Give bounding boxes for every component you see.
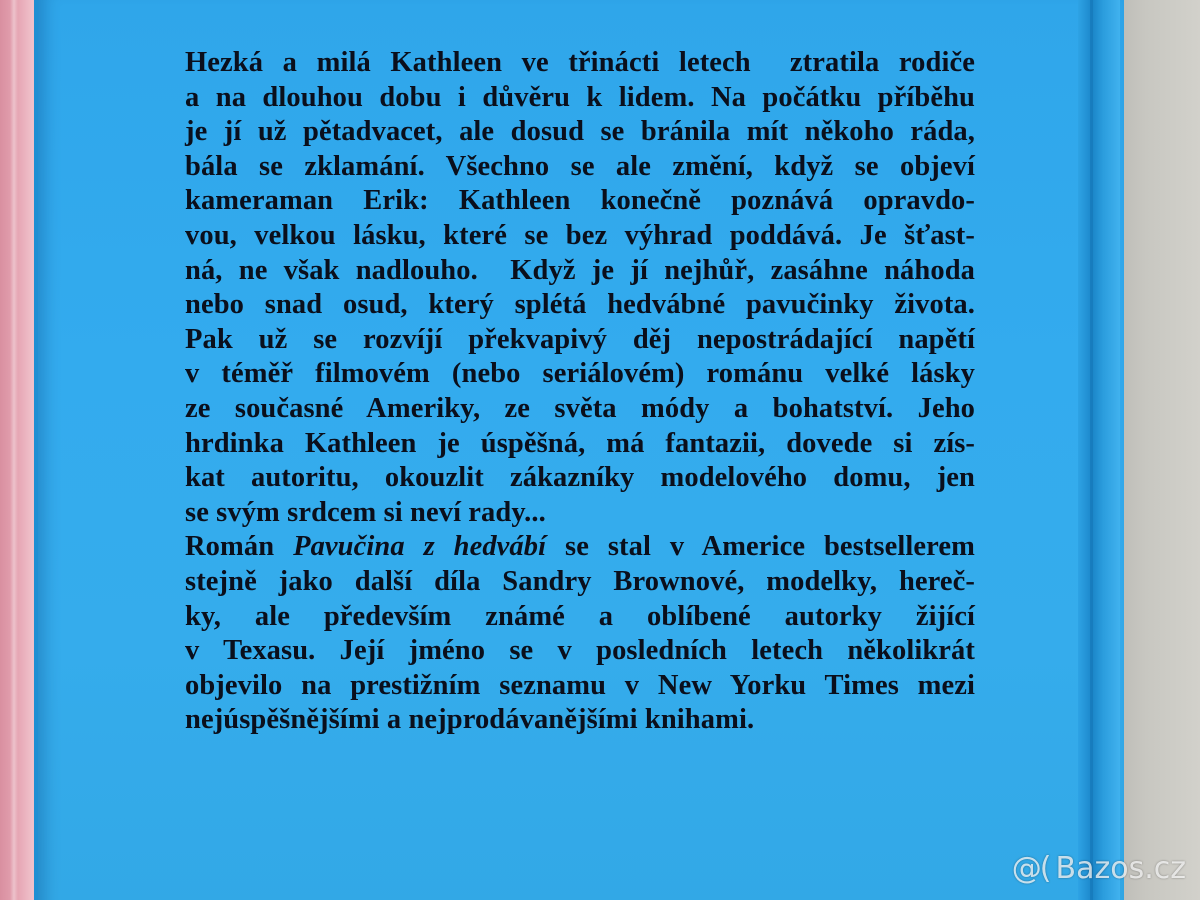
blurb-line: se svým srdcem si neví rady... [185,496,546,528]
book-blurb [185,46,975,738]
blurb-line: hrdinka Kathleen je úspěšná, má fantazii, dovede si zís- [185,427,975,459]
blurb-text: se stal v Americe bestsellerem [546,531,975,563]
blurb-line: vou, velkou lásku, které se bez výhrad poddává. Je šťast- [185,219,975,251]
bazos-logo-icon: @( [1011,851,1050,886]
blurb-line: stejně jako další díla Sandry Brownové, modelky, hereč- [185,565,975,597]
blurb-line: v Texasu. Její jméno se v posledních letech několikrát [185,635,975,667]
book-spine-edge [1078,0,1120,900]
blurb-line: nebo snad osud, který splétá hedvábné pavučinky života. [185,289,975,321]
bazos-watermark [1012,851,1186,886]
blurb-line: ze současné Ameriky, ze světa módy a bohatství. Jeho [185,392,975,424]
blurb-line: kat autoritu, okouzlit zákazníky modelového domu, jen [185,462,975,494]
blurb-text: Román [185,531,294,563]
book-title-italic: Pavučina z hedvábí [293,531,547,563]
blurb-line: nejúspěšnějšími a nejprodávanějšími knihami. [185,704,755,736]
blurb-line: Pak už se rozvíjí překvapivý děj nepostrádající napětí [185,323,975,355]
book-edge-line [1090,0,1093,900]
blurb-line: a na dlouhou dobu i důvěru k lidem. Na počátku příběhu [185,81,975,113]
blurb-line: kameraman Erik: Kathleen konečně poznává opravdo- [185,185,975,217]
blurb-line: je jí už pětadvacet, ale dosud se bránila mít někoho ráda, [185,116,975,148]
watermark-text: Bazos.cz [1055,851,1186,886]
blurb-line: Hezká a milá Kathleen ve třinácti letech ztratila rodiče [185,47,975,78]
blurb-line: v téměř filmovém (nebo seriálovém) románu velké lásky [185,358,975,390]
blurb-line: ky, ale především známé a oblíbené autorky žijící [185,600,975,632]
blurb-line: objevilo na prestižním seznamu v New Yorku Times mezi [185,669,975,701]
blurb-line-with-title [185,530,975,565]
blurb-line: bála se zklamání. Všechno se ale změní, když se objeví [185,150,975,182]
blurb-line: ná, ne však nadlouho. Když je jí nejhůř, zasáhne náhoda [185,254,975,286]
